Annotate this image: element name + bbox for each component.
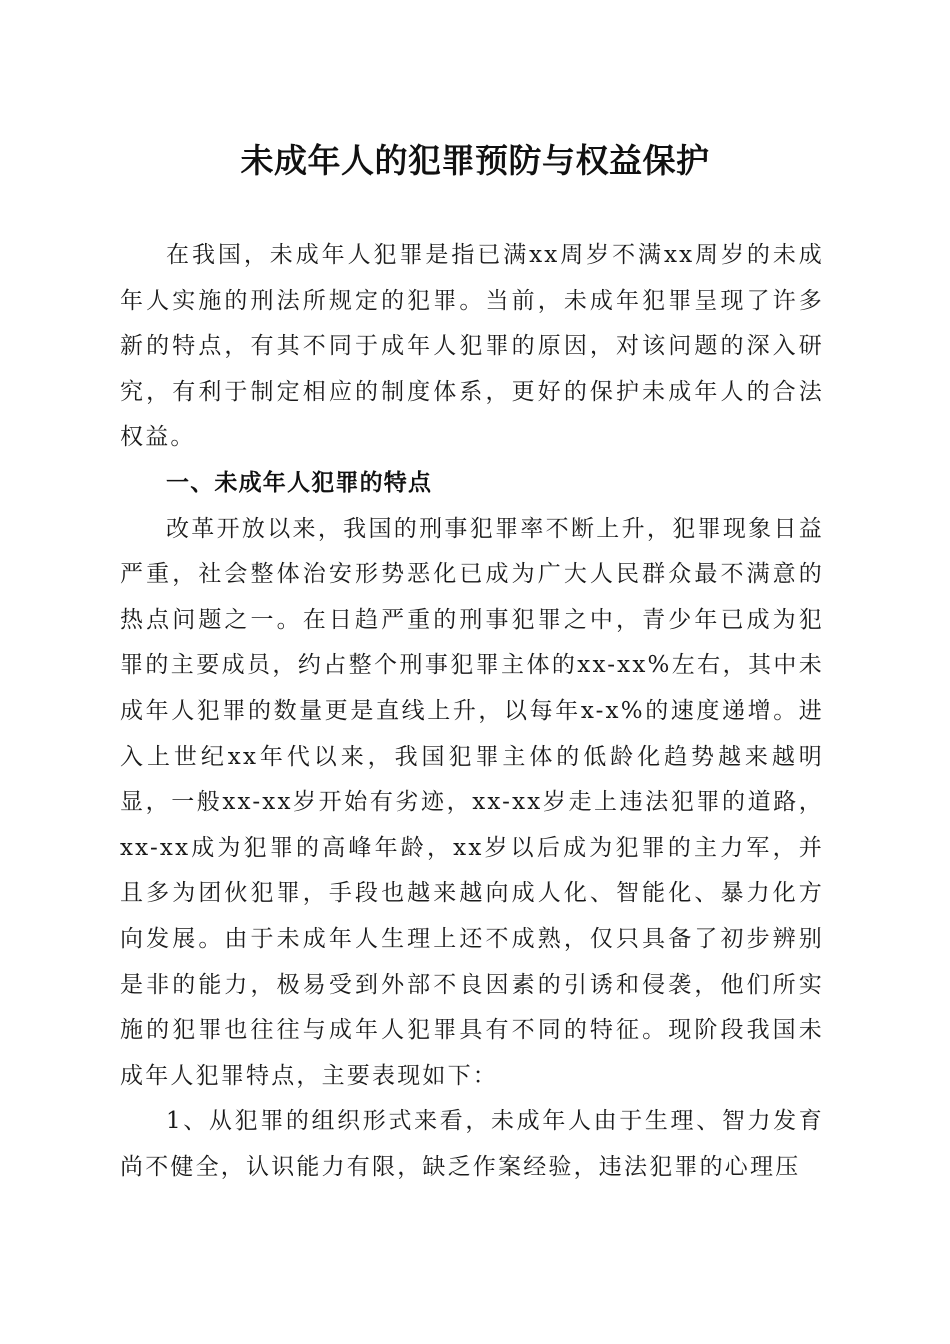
section-heading-1: 一、未成年人犯罪的特点 (166, 469, 433, 496)
point-1-paragraph: 1、从犯罪的组织形式来看，未成年人由于生理、智力发育尚不健全，认识能力有限，缺乏作案经验，违法犯罪的心理压 (120, 1108, 824, 1180)
document-title: 未成年人的犯罪预防与权益保护 (240, 141, 710, 180)
intro-paragraph: 在我国，未成年人犯罪是指已满xx周岁不满xx周岁的未成年人实施的刑法所规定的犯罪。当前，未成年犯罪呈现了许多新的特点，有其不同于成年人犯罪的原因，对该问题的深入研究，有利于制定相应的制度体系，更好的保护未成年人的合法权益。 (120, 242, 824, 451)
document-body (120, 233, 824, 1190)
section-paragraph: 改革开放以来，我国的刑事犯罪率不断上升，犯罪现象日益严重，社会整体治安形势恶化已成为广大人民群众最不满意的热点问题之一。在日趋严重的刑事犯罪之中，青少年已成为犯罪的主要成员，约占整个刑事犯罪主体的xx-xx%左右，其中未成年人犯罪的数量更是直线上升，以每年x-x%的速度递增。进入上世纪xx年代以来，我国犯罪主体的低龄化趋势越来越明显，一般xx-xx岁开始有劣迹，xx-xx岁走上违法犯罪的道路，xx-xx成为犯罪的高峰年龄，xx岁以后成为犯罪的主力军，并且多为团伙犯罪，手段也越来越向成人化、智能化、暴力化方向发展。由于未成年人生理上还不成熟，仅只具备了初步辨别是非的能力，极易受到外部不良因素的引诱和侵袭，他们所实施的犯罪也往往与成年人犯罪具有不同的特征。现阶段我国未成年人犯罪特点，主要表现如下： (120, 515, 824, 1089)
